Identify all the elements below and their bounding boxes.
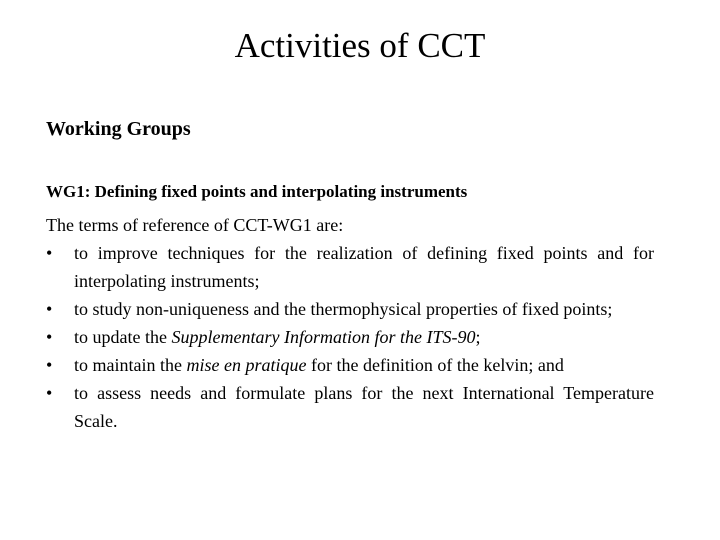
terms-intro: The terms of reference of CCT-WG1 are:	[46, 215, 344, 235]
bullet-icon: •	[46, 383, 53, 403]
list-item	[46, 379, 654, 435]
page-title: Activities of CCT	[234, 26, 486, 65]
bullet-icon: •	[46, 327, 53, 347]
terms-list	[46, 239, 654, 435]
list-item-emphasis: Supplementary Information for the ITS-90	[171, 327, 476, 347]
section-heading: Working Groups	[46, 118, 191, 140]
list-item-text: to assess needs and formulate plans for the next International Temperature Scale.	[74, 383, 654, 431]
list-item-text-start: to update the	[74, 327, 172, 347]
list-item-text: to study non-uniqueness and the thermophysical properties of fixed points;	[74, 299, 613, 319]
list-item	[46, 323, 654, 351]
bullet-icon: •	[46, 355, 53, 375]
bullet-icon: •	[46, 243, 53, 263]
list-item	[46, 351, 654, 379]
list-item-text: to improve techniques for the realization of defining fixed points and for interpolating instruments;	[74, 243, 654, 291]
list-item-text-end: for the definition of the kelvin; and	[306, 355, 564, 375]
list-item	[46, 295, 654, 323]
list-item-text-end: ;	[475, 327, 481, 347]
list-item-emphasis: mise en pratique	[186, 355, 307, 375]
bullet-icon: •	[46, 299, 53, 319]
list-item-text-start: to maintain the	[74, 355, 187, 375]
list-item	[46, 239, 654, 295]
working-group-heading: WG1: Defining fixed points and interpolating instruments	[46, 182, 468, 201]
